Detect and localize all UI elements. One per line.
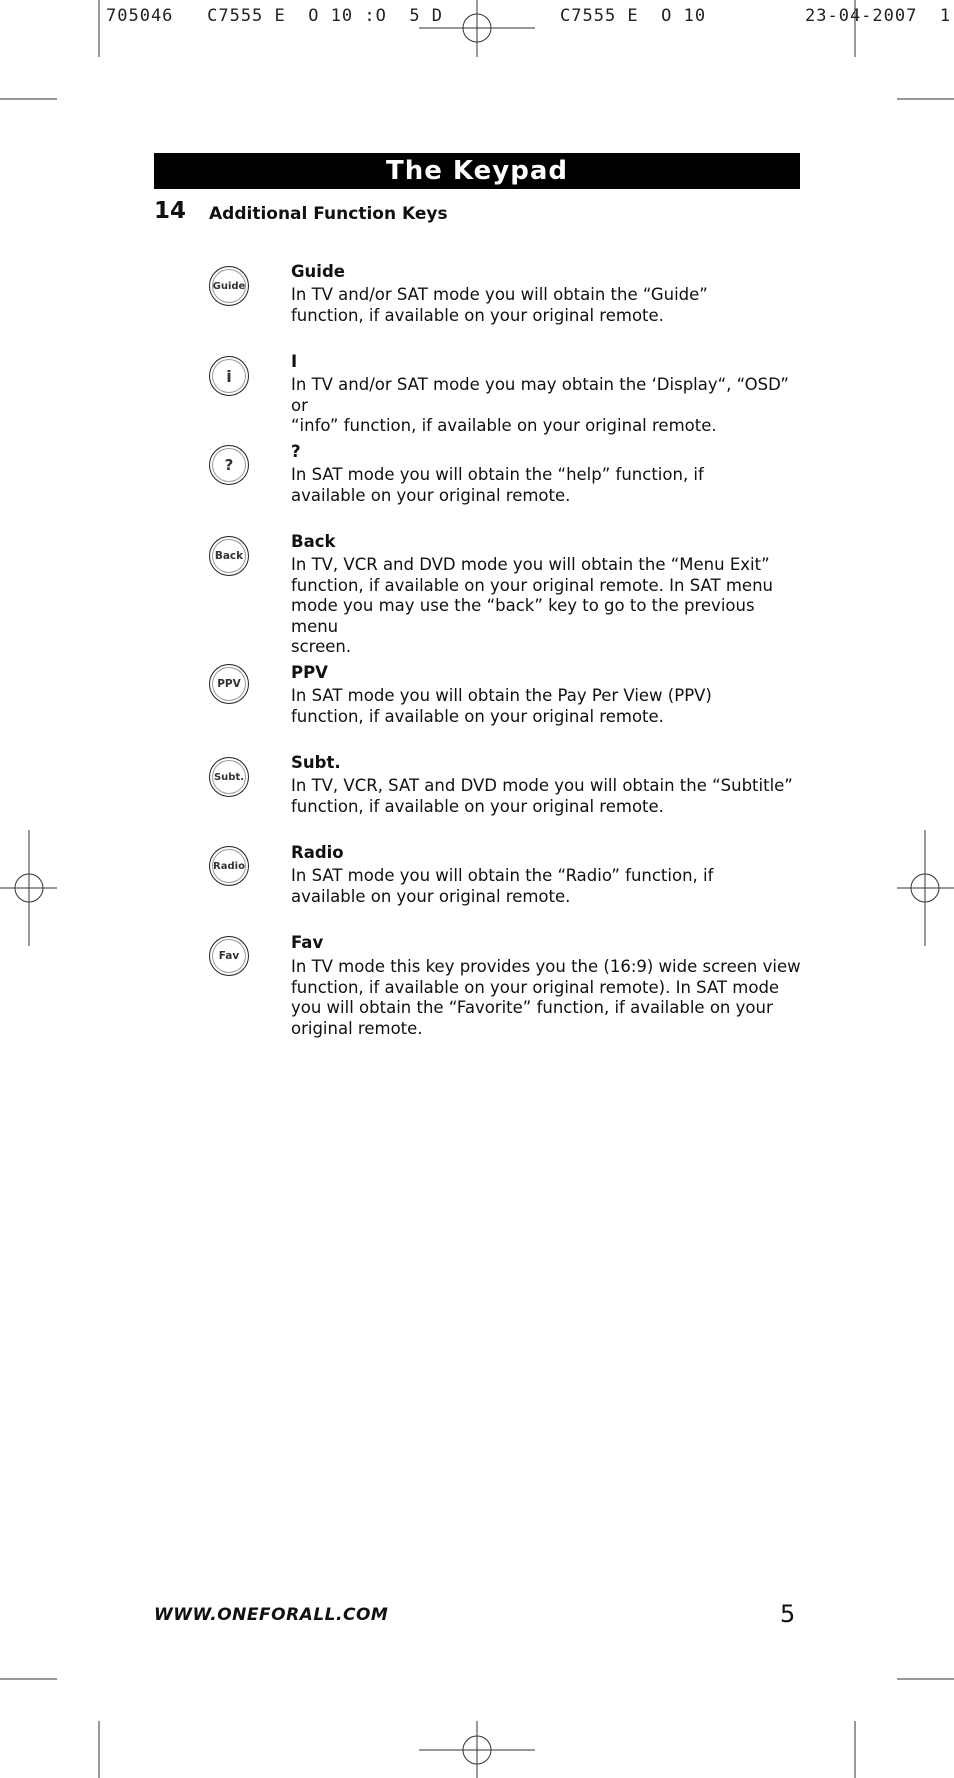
page-title: The Keypad: [154, 153, 800, 189]
entry-title: I: [291, 352, 298, 371]
entry-description: In TV and/or SAT mode you may obtain the ‘Display“, “OSD” or “info” function, if available on your original remote.: [291, 375, 789, 435]
entry-title: Guide: [291, 262, 345, 281]
website-url: WWW.ONEFORALL.COM: [154, 1605, 389, 1625]
print-slug-middle: C7555 E O 10: [560, 6, 707, 26]
entry-title: PPV: [291, 663, 328, 682]
entry-description: In TV and/or SAT mode you will obtain the “Guide” function, if available on your original remote.: [291, 285, 708, 325]
ppv-key-icon: PPV: [209, 664, 249, 704]
info-key-icon: i: [209, 356, 249, 396]
entry-title: Fav: [291, 933, 324, 952]
entry-title: Radio: [291, 843, 344, 862]
entry-description: In TV, VCR and DVD mode you will obtain the “Menu Exit” function, if available on your original remote. In SAT menu mode you may use the “back” key to go to the previous menu screen.: [291, 555, 773, 656]
subtitle-key-icon: Subt.: [209, 757, 249, 797]
print-slug-left: 705046 C7555 E O 10 :O 5 D: [106, 6, 444, 26]
entry-title: ?: [291, 442, 301, 461]
help-key-icon: ?: [209, 445, 249, 485]
entry-description: In TV mode this key provides you the (16:9) wide screen view function, if available on your original remote). In SAT mode you will obtain the “Favorite” function, if available on your original remote.: [291, 957, 801, 1038]
page-number: 5: [780, 1600, 796, 1628]
guide-key-icon: Guide: [209, 266, 249, 306]
radio-key-icon: Radio: [209, 846, 249, 886]
entry-description: In TV, VCR, SAT and DVD mode you will obtain the “Subtitle” function, if available on your original remote.: [291, 776, 793, 816]
back-key-icon: Back: [209, 536, 249, 576]
entry-description: In SAT mode you will obtain the Pay Per View (PPV) function, if available on your original remote.: [291, 686, 712, 726]
section-number: 14: [154, 198, 187, 224]
entry-title: Back: [291, 532, 336, 551]
fav-key-icon: Fav: [209, 936, 249, 976]
entry-description: In SAT mode you will obtain the “Radio” function, if available on your original remote.: [291, 866, 714, 906]
section-title: Additional Function Keys: [209, 204, 448, 224]
print-slug-right: 23-04-2007 1: [805, 6, 952, 26]
entry-description: In SAT mode you will obtain the “help” function, if available on your original remote.: [291, 465, 704, 505]
entry-title: Subt.: [291, 753, 341, 772]
